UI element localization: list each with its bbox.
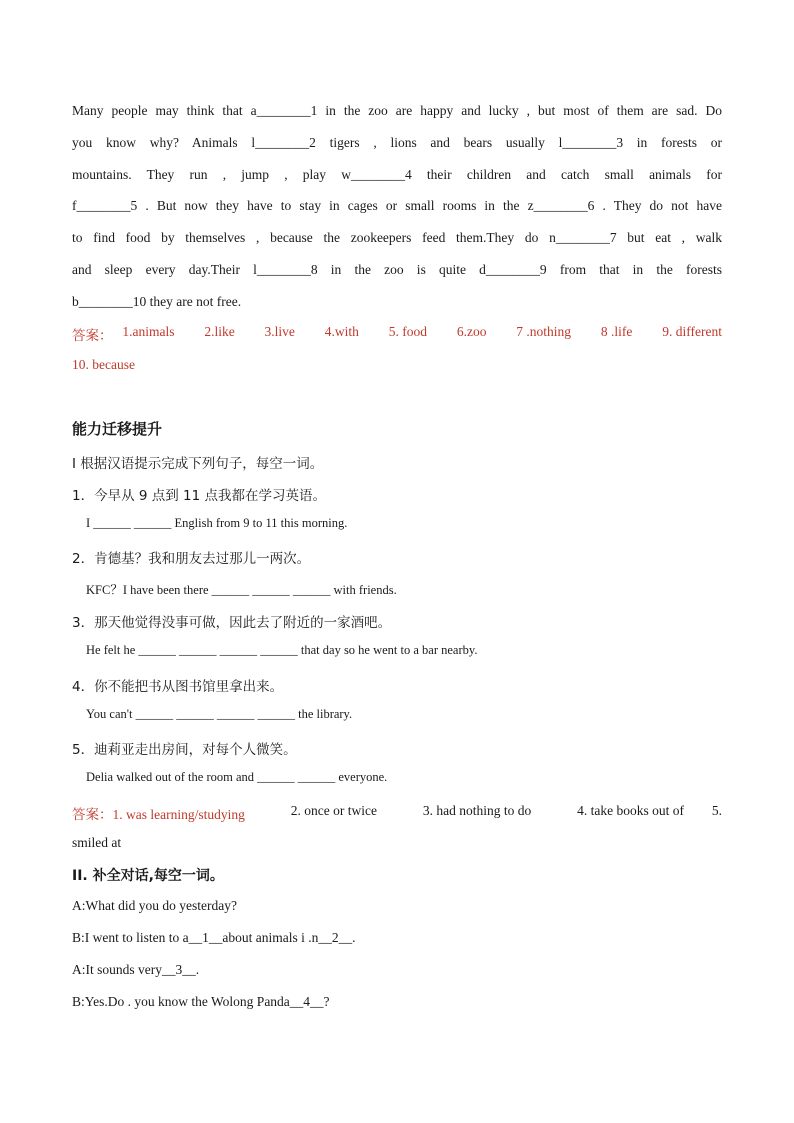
passage-line: to find food by themselves , because the zookeepers feed them.They do n________7 but eat , walk: [72, 230, 722, 246]
answer-item: 1. was learning/studying: [112, 807, 245, 822]
passage: [72, 95, 722, 318]
passage-line: b________10 they are not free.: [72, 293, 242, 309]
answer-item: 5. food: [388, 324, 427, 339]
answer-item: 8 .life: [600, 324, 633, 339]
question-en: You can't ______ ______ ______ ______ the library.: [86, 707, 353, 721]
question-cn: 5．迪莉亚走出房间，对每个人微笑。: [72, 742, 297, 758]
answer-item: 6.zoo: [456, 324, 487, 339]
dialogue-line: B:I went to listen to a__1__about animals i .n__2__.: [72, 930, 356, 945]
question-en: I ______ ______ English from 9 to 11 this morning.: [86, 516, 348, 530]
answer-label: [72, 803, 245, 823]
answer-item: 2. once or twice: [290, 803, 377, 818]
question-cn: 3．那天他觉得没事可做，因此去了附近的一家酒吧。: [72, 615, 392, 631]
answer-item: 3. had nothing to do: [422, 803, 532, 818]
passage-line: f________5 . But now they have to stay in cages or small rooms in the z________6 . They do not have: [72, 198, 722, 214]
question-en: Delia walked out of the room and ______ ______ everyone.: [86, 770, 388, 784]
passage-line: you know why? Animals l________2 tigers , lions and bears usually l________3 in forests or: [72, 134, 722, 150]
passage-line: mountains. They run , jump , play w________4 their children and catch small animals for: [72, 166, 722, 182]
dialogue-line: A:It sounds very__3__.: [72, 962, 200, 977]
section-title: 能力迁移提升: [72, 420, 163, 438]
answer-row: [72, 803, 722, 823]
question-cn: 2．肯德基？我和朋友去过那儿一两次。: [72, 551, 311, 567]
dialogue-line: A:What did you do yesterday?: [72, 898, 237, 913]
dialogue-line: B:Yes.Do . you know the Wolong Panda__4__?: [72, 994, 330, 1009]
answer-item: smiled at: [72, 835, 122, 850]
answer-item: 3.live: [264, 324, 295, 339]
answer-item: 2.like: [204, 324, 235, 339]
answer-item: 4.with: [324, 324, 359, 339]
passage-line: and sleep every day.Their l________8 in the zoo is quite d________9 from that in the forests: [72, 261, 722, 277]
answer-item: 1.animals: [122, 324, 175, 339]
answer-item: 9. different: [662, 324, 722, 339]
answer-row: [72, 324, 722, 344]
answer-label-text: 答案：: [72, 807, 113, 823]
question-en: He felt he ______ ______ ______ ______ that day so he went to a bar nearby.: [86, 643, 478, 657]
answer-item: 10. because: [72, 357, 135, 372]
question-cn: 4．你不能把书从图书馆里拿出来。: [72, 679, 284, 695]
passage-line: Many people may think that a________1 in the zoo are happy and lucky , but most of them are sad. Do: [72, 103, 722, 118]
part2-title: II. 补全对话,每空一词。: [72, 868, 224, 884]
answer-item: 7 .nothing: [516, 324, 572, 339]
answer-item: 4. take books out of: [577, 803, 684, 818]
question-cn: 1．今早从 9 点到 11 点我都在学习英语。: [72, 488, 327, 504]
part1-instruction: I 根据汉语提示完成下列句子，每空一词。: [72, 456, 324, 472]
answer-item: 5.: [711, 803, 722, 818]
question-en: KFC？I have been there ______ ______ ______ with friends.: [86, 583, 397, 597]
answer-label: 答案：: [72, 328, 113, 344]
